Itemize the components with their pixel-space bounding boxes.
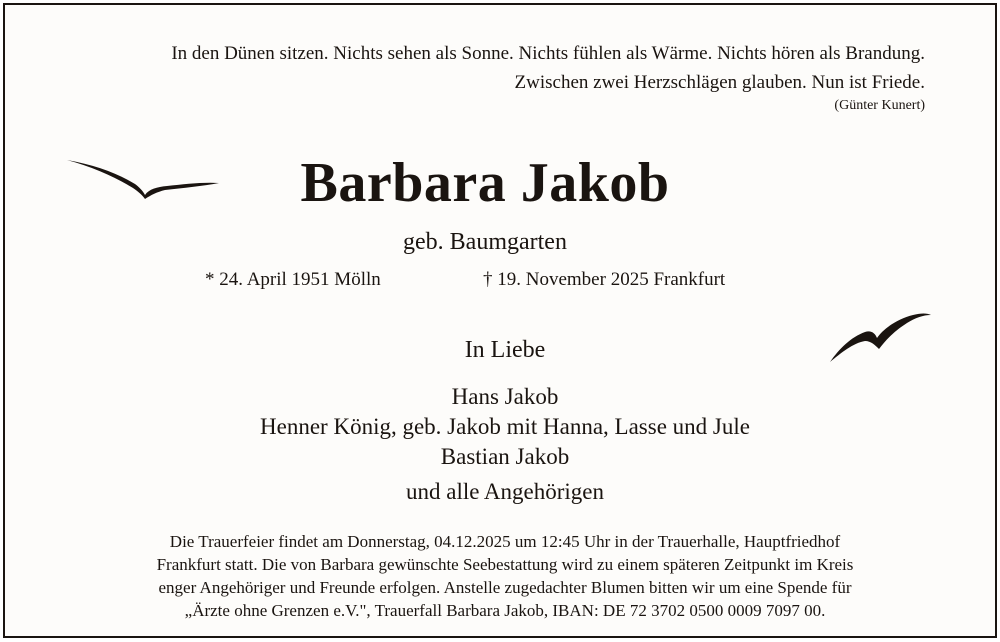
birth-date: * 24. April 1951 Mölln [205,269,381,290]
funeral-notice [45,530,965,622]
poem-quote [171,39,925,115]
death-date: † 19. November 2025 Frankfurt [483,269,726,290]
dedication: In Liebe [464,337,546,363]
deceased-name: Barbara Jakob [300,152,670,214]
notice-line: „Ärzte ohne Grenzen e.V.", Trauerfall Barbara Jakob, IBAN: DE 72 3702 0500 0009 7097 00. [184,601,826,620]
maiden-name: geb. Baumgarten [403,229,567,255]
notice-line: Die Trauerfeier findet am Donnerstag, 04.12.2025 um 12:45 Uhr in der Trauerhalle, Hauptfriedhof [169,532,841,551]
quote-line-2: Zwischen zwei Herzschlägen glauben. Nun ist Friede. [514,72,925,93]
mourner-closing: und alle Angehörigen [405,479,604,504]
mourners-list [5,382,1000,507]
mourner-line: Henner König, geb. Jakob mit Hanna, Lasse und Jule [260,414,750,439]
quote-author: (Günter Kunert) [834,98,925,113]
quote-line-1: In den Dünen sitzen. Nichts sehen als Sonne. Nichts fühlen als Wärme. Nichts hören als Brandung. [171,43,925,64]
notice-line: Frankfurt statt. Die von Barbara gewünschte Seebestattung wird zu einem späteren Zeitpunkt im Kreis [156,555,854,574]
notice-line: enger Angehöriger und Freunde erfolgen. Anstelle zugedachter Blumen bitten wir um eine Spende für [158,578,852,597]
obituary-frame [3,3,997,638]
mourner-line: Bastian Jakob [440,444,570,469]
mourner-line: Hans Jakob [451,384,559,409]
